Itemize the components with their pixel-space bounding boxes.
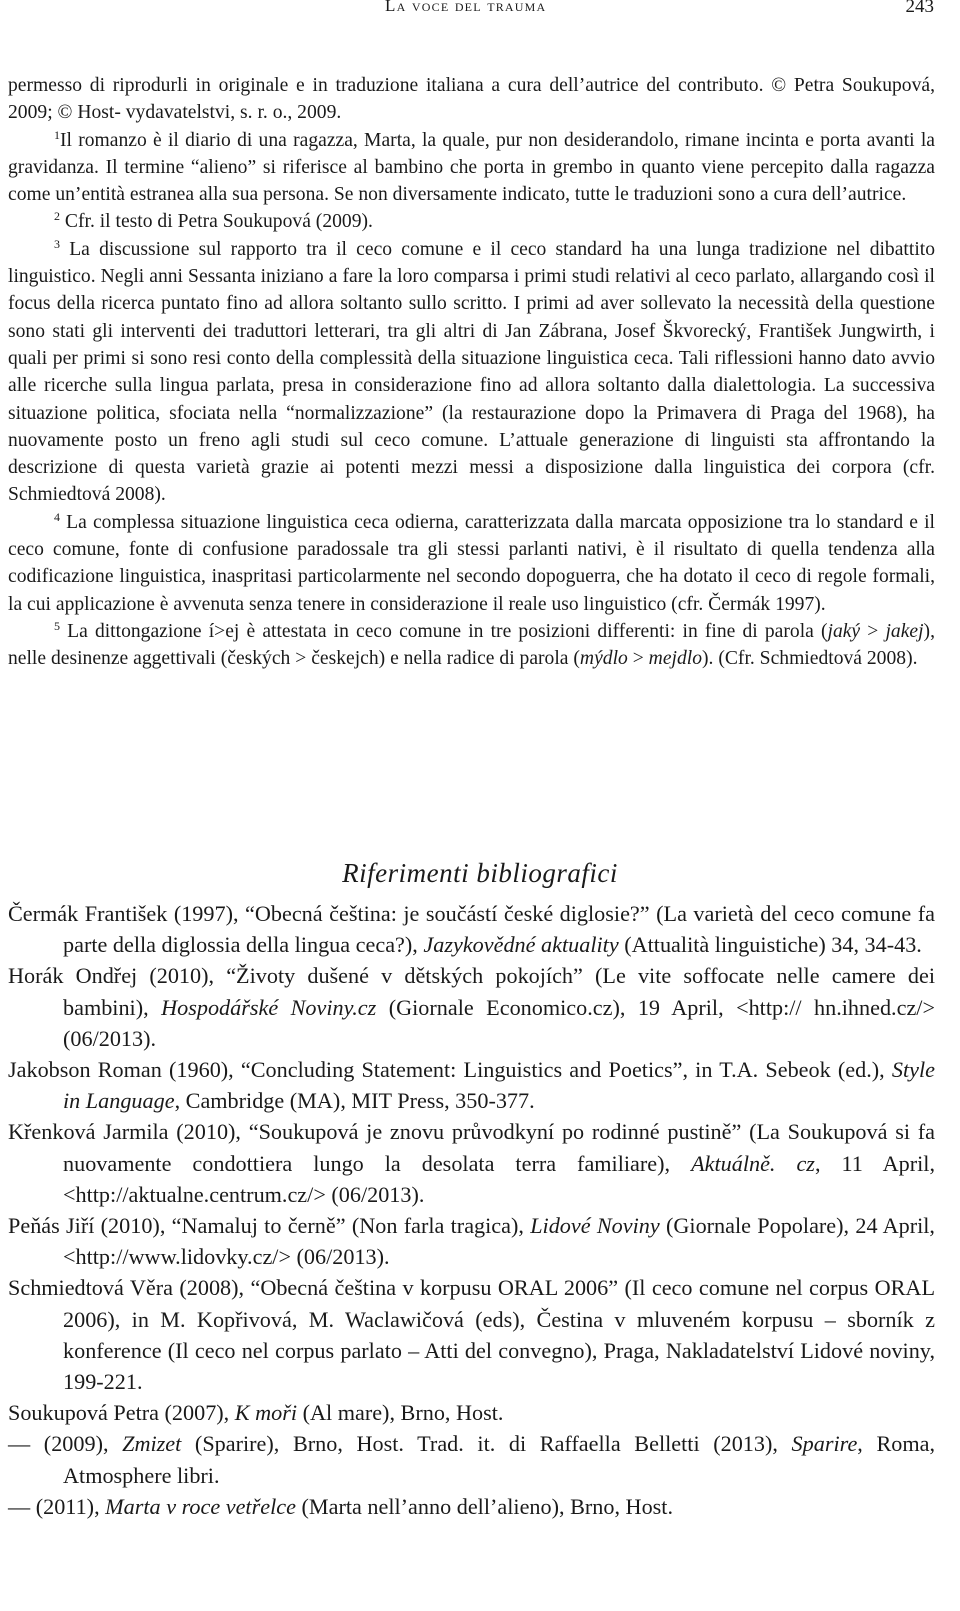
footnote-text: Cfr. il testo di Petra Soukupová (2009).	[64, 211, 373, 233]
bib-text: (Giornale Economico.cz), 19 April, <http:// hn.ihned.cz/> (06/2013).	[63, 994, 935, 1051]
footnote-text: ). (Cfr. Schmiedtová 2008).	[702, 648, 918, 670]
bib-text: (Marta nell’anno dell’alieno), Brno, Host.	[295, 1493, 674, 1519]
page-header	[0, 0, 960, 24]
footnote-text: >	[627, 648, 649, 670]
footnote-example: jakej	[885, 620, 924, 642]
bib-journal: Aktuálně. cz	[691, 1150, 815, 1176]
bib-entry-jakobson	[8, 1054, 935, 1116]
footnote-text: La dittongazione í>ej è attestata in ceco comune in tre posizioni differenti: in fine di parola (	[67, 620, 828, 642]
footnote-number: 1	[54, 127, 60, 142]
footnote-text: Il romanzo è il diario di una ragazza, Marta, la quale, pur non desiderandolo, rimane incinta e porta avanti la gravidanza. Il termine “alieno” si riferisce al bambino che porta in grembo in quanto viene percepito dalla ragazza come un’entità estranea alla sua persona. Se non diversamente indicato, tutte le traduzioni sono a cura dell’autrice.	[8, 129, 935, 206]
footnote-4	[8, 509, 935, 618]
bib-text: Čermák František (1997), “Obecná čeština: je součástí české diglosie?” (La varietà del ceco comune fa parte della diglossia della lingua ceca?),	[8, 901, 935, 958]
footnote-number: 4	[54, 509, 60, 524]
bib-text: Jakobson Roman (1960), “Concluding Statement: Linguistics and Poetics”, in T.A. Sebeok (ed.),	[8, 1057, 892, 1083]
page-number: 243	[905, 0, 934, 17]
bib-entry-horak	[8, 960, 935, 1054]
footnotes	[8, 72, 935, 673]
footnote-5	[8, 618, 935, 673]
bib-book-title: Marta v roce vetřelce	[105, 1493, 296, 1519]
footnote-example: mýdlo	[579, 648, 628, 670]
running-head: La voce del trauma	[385, 0, 547, 15]
bib-book-title: Sparire	[791, 1431, 858, 1457]
footnote-2	[8, 208, 935, 235]
bibliography-list	[8, 898, 935, 1522]
footnote-text: La complessa situazione linguistica ceca odierna, caratterizzata dalla marcata opposizione tra lo standard e il ceco comune, fonte di confusione paradossale tra gli stessi parlanti nativi, è il risultato di quella tendenza alla codificazione linguistica, inaspritasi particolarmente nel secondo dopoguerra, che ha dotato il ceco di regole formali, la cui applicazione è avvenuta senza tenere in considerazione il reale uso linguistico (cfr. Čermák 1997).	[8, 511, 936, 615]
footnote-1	[8, 127, 935, 209]
bib-text: , Roma, Atmosphere libri.	[63, 1431, 936, 1488]
bib-text: (Attualità linguistiche) 34, 34-43.	[618, 932, 922, 958]
bib-text: (Sparire), Brno, Host. Trad. it. di Raffaella Belletti (2013),	[181, 1431, 792, 1457]
bib-text: — (2011),	[8, 1493, 106, 1519]
bib-entry-soukupova-2009	[8, 1428, 935, 1490]
footnote-text: ), nelle desinenze aggettivali (českých > českejch) e nella radice di parola (	[8, 620, 935, 670]
bib-text: (Giornale Popolare), 24 April, <http://www.lidovky.cz/> (06/2013).	[63, 1213, 935, 1270]
bib-text: (Al mare), Brno, Host.	[297, 1400, 504, 1426]
bib-text: Horák Ondřej (2010), “Životy dušené v dětských pokojích” (Le vite soffocate nelle camere dei bambini),	[8, 963, 935, 1020]
footnote-number: 5	[54, 618, 60, 633]
bib-entry-cermak	[8, 898, 935, 960]
footnote-continuation: permesso di riprodurli in originale e in traduzione italiana a cura dell’autrice del contributo. © Petra Soukupová, 2009; © Host- vydavatelstvi, s. r. o., 2009.	[8, 75, 935, 124]
bib-text: Schmiedtová Věra (2008), “Obecná čeština v korpusu ORAL 2006” (Il ceco comune nel corpus ORAL 2006), in M. Kopřivová, M. Waclawičová (eds), Čestina v mluveném korpusu – sborník z konference (Il ceco nel corpus parlato – Atti del convegno), Praga, Nakladatelství Lidové noviny, 199-221.	[8, 1275, 935, 1395]
bibliography-title: Riferimenti bibliografici	[342, 858, 618, 888]
bib-text: Peňás Jiří (2010), “Namaluj to černě” (Non farla tragica),	[8, 1213, 531, 1239]
footnote-text: >	[860, 620, 886, 642]
bib-text: — (2009),	[8, 1431, 123, 1457]
bib-text: Křenková Jarmila (2010), “Soukupová je znovu průvodkyní po rodinné pustině” (La Soukupová si fa nuovamente condottiera lungo la desolata terra familiare),	[8, 1119, 935, 1176]
bib-book-title: K moři	[234, 1400, 298, 1426]
bib-book-title: Style in Language	[63, 1057, 935, 1114]
footnote-text: La discussione sul rapporto tra il ceco comune e il ceco standard ha una lunga tradizione nel dibattito linguistico. Negli anni Sessanta iniziano a fare la loro comparsa i primi studi relativi al ceco parlato, allargando così il focus della ricerca puntato fino ad allora soltanto sullo scritto. I primi ad aver sollevato la necessità della questione sono stati gli interventi dei traduttori letterari, tra gli altri di Jan Zábrana, Josef Škvorecký, František Jungwirth, i quali per primi si sono resi conto della complessità della situazione linguistica ceca. Tali riflessioni hanno dato avvio alle ricerche sulla lingua parlata, presa in considerazione fino ad allora soltanto dalla dialettologia. La successiva situazione politica, sfociata nella “normalizzazione” (la restaurazione dopo la Primavera di Praga del 1968), ha nuovamente posto un freno agli studi sul ceco comune. L’attuale generazione di linguisti sta affrontando la descrizione di questa varietà grazie ai potenti mezzi messi a disposizione dalla linguistica dei corpora (cfr. Schmiedtová 2008).	[8, 238, 935, 506]
bib-text: , Cambridge (MA), MIT Press, 350-377.	[174, 1088, 535, 1114]
footnote-number: 3	[54, 236, 60, 251]
bib-entry-schmiedtova	[8, 1272, 935, 1397]
bib-text: , 11 April, <http://aktualne.centrum.cz/> (06/2013).	[63, 1150, 935, 1207]
bib-entry-soukupova-2011	[8, 1491, 935, 1522]
bib-entry-krenkova	[8, 1116, 935, 1210]
footnote-example: jaký	[827, 620, 861, 642]
bib-entry-penas	[8, 1210, 935, 1272]
footnote-number: 2	[54, 209, 60, 224]
footnote-3	[8, 236, 935, 509]
bib-text: Soukupová Petra (2007),	[8, 1400, 235, 1426]
bib-entry-soukupova-2007	[8, 1397, 935, 1428]
footnote-example: mejdlo	[648, 648, 702, 670]
bib-journal: Lidové Noviny	[530, 1213, 660, 1239]
bib-book-title: Zmizet	[122, 1431, 182, 1457]
bib-journal: Jazykovědné aktuality	[423, 932, 619, 958]
bib-journal: Hospodářské Noviny.cz	[161, 994, 377, 1020]
